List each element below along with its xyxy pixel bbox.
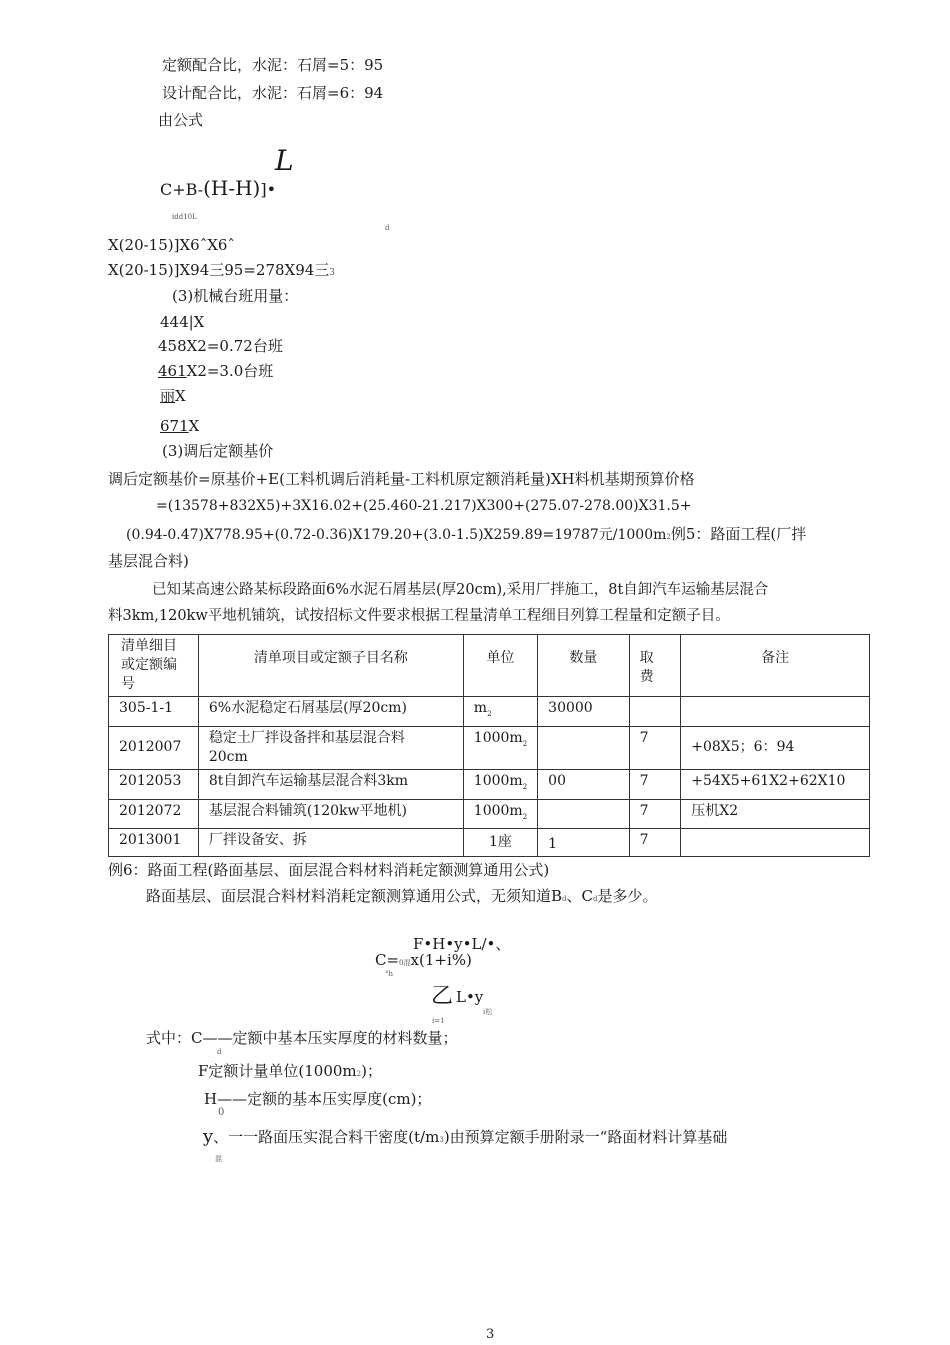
- formula-numerator: F•H•y•L/•、: [413, 935, 511, 953]
- table-cell: 1: [538, 829, 629, 857]
- text-subscript: 混: [215, 1155, 222, 1163]
- table-row: [109, 726, 870, 769]
- text-line: X(20-15)]X6ˆX6ˆ: [108, 236, 235, 254]
- text-subscript: 2: [666, 533, 671, 541]
- definition-line: F定额计量单位(1000m: [198, 1062, 357, 1080]
- text-line: 444|X: [160, 313, 205, 331]
- definition-line: 、一一路面压实混合料干密度(t/m: [213, 1128, 440, 1146]
- example-heading: 例6：路面工程(路面基层、面层混合料材料消耗定额测算通用公式): [108, 861, 550, 879]
- table-header-cell: 清单细目 或定额编 号: [109, 635, 199, 697]
- table-row: [109, 769, 870, 799]
- text-underlined: 461: [158, 362, 187, 380]
- table-cell: 2012053: [109, 769, 199, 799]
- table-cell: 厂拌设备安、拆: [198, 829, 463, 857]
- text-line: (3)调后定额基价: [162, 442, 274, 460]
- quantity-table: [108, 634, 870, 857]
- table-cell: 基层混合料铺筑(120kw平地机): [198, 799, 463, 829]
- table-cell: 2012072: [109, 799, 199, 829]
- table-cell: [681, 829, 870, 857]
- definition-symbol: y: [203, 1126, 214, 1147]
- table-cell: $1000m_2$: [463, 726, 537, 769]
- text-line: 路面基层、面层混合料材料消耗定额测算通用公式，无须知道B: [146, 887, 563, 905]
- table-header-cell: 清单项目或定额子目名称: [198, 635, 463, 697]
- table-row: [109, 697, 870, 727]
- table-header-cell: 备注: [681, 635, 870, 697]
- table-cell: +08X5；6：94: [681, 726, 870, 769]
- table-cell: 00: [538, 769, 629, 799]
- table-cell: 7: [629, 799, 681, 829]
- formula-part: C+B-: [160, 180, 204, 199]
- table-cell: [538, 726, 629, 769]
- table-cell: 305-1-1: [109, 697, 199, 727]
- table-header-cell: 数量: [538, 635, 629, 697]
- text-line: 调后定额基价=原基价+E(工料机调后消耗量-工料机原定额消耗量)XH料机基期预算价格: [108, 470, 695, 488]
- text-line: 定额配合比，水泥：石屑=5：95: [162, 56, 384, 74]
- definition-symbol: H: [204, 1090, 218, 1108]
- text-subscript: 3: [329, 268, 336, 278]
- formula-paren: (H-H): [203, 176, 261, 200]
- table-cell: 7: [629, 829, 681, 857]
- table-cell: [538, 799, 629, 829]
- text-line: X(20-15)]X94三95=278X94三: [108, 261, 330, 279]
- table-cell: 稳定土厂拌设备拌和基层混合料 20cm: [198, 726, 463, 769]
- text-line: 料3km,120kw平地机铺筑，试按招标文件要求根据工程量清单工程细目列算工程量和定额子目。: [108, 608, 730, 624]
- definition-line: 式中：C——定额中基本压实厚度的材料数量；: [146, 1029, 458, 1047]
- text-underlined: 671: [160, 417, 189, 435]
- text-line: =(13578+832X5)+3X16.02+(25.460-21.217)X300+(275.07-278.00)X31.5+: [156, 498, 692, 514]
- table-cell: 7: [629, 769, 681, 799]
- table-cell: 6%水泥稳定石屑基层(厚20cm): [198, 697, 463, 727]
- table-header-cell: 取 费: [629, 635, 681, 697]
- table-header-cell: 单位: [463, 635, 537, 697]
- formula-symbol: L: [275, 144, 294, 177]
- text-line: 已知某高速公路某标段路面6%水泥石屑基层(厚20cm),采用厂拌施工，8t自卸汽车运输基层混合: [152, 582, 769, 598]
- text-line: 基层混合料): [108, 552, 189, 570]
- text-subscript: 0: [218, 1107, 225, 1118]
- table-cell: 2012007: [109, 726, 199, 769]
- formula-part: ]•: [260, 180, 277, 199]
- formula-subscript: i=1: [432, 1017, 445, 1025]
- text-line: X: [188, 417, 200, 435]
- table-cell: 2013001: [109, 829, 199, 857]
- text-line: X2=3.0台班: [186, 362, 274, 380]
- table-cell: 1座: [463, 829, 537, 857]
- text-line: (3)机械台班用量：: [172, 287, 299, 305]
- table-cell: 8t自卸汽车运输基层混合料3km: [198, 769, 463, 799]
- formula-part: x(1+i%): [410, 951, 472, 969]
- text-line: 由公式: [158, 111, 204, 129]
- table-header-row: [109, 635, 870, 697]
- example-heading: 例5：路面工程(厂拌: [670, 525, 807, 543]
- formula-subscript: °h: [385, 970, 394, 978]
- text-line: (0.94-0.47)X778.95+(0.72-0.36)X179.20+(3.0-1.5)X259.89=19787元/1000m: [126, 527, 667, 543]
- table-cell: 7: [629, 726, 681, 769]
- table-row: [109, 829, 870, 857]
- page-number: 3: [486, 1327, 495, 1342]
- text-underlined: 丽: [160, 387, 176, 405]
- table-cell: $1000m_2$: [463, 769, 537, 799]
- table-cell: +54X5+61X2+62X10: [681, 769, 870, 799]
- formula-part: C=: [375, 951, 400, 969]
- formula-sum-symbol: 乙: [431, 984, 454, 1009]
- table-cell: $1000m_2$: [463, 799, 537, 829]
- formula-subscript: idd10L: [172, 213, 197, 221]
- formula-denominator: L•y: [456, 988, 484, 1006]
- table-cell: $m_2$: [463, 697, 537, 727]
- table-cell: 压机X2: [681, 799, 870, 829]
- formula-subscript: i松: [483, 1008, 493, 1016]
- table-row: [109, 799, 870, 829]
- definition-line: ——定额的基本压实厚度(cm)；: [217, 1090, 432, 1108]
- table-cell: 30000: [538, 697, 629, 727]
- table-cell: [629, 697, 681, 727]
- text-line: 设计配合比，水泥：石屑=6：94: [162, 84, 384, 102]
- table-cell: [681, 697, 870, 727]
- text-subscript: d: [217, 1048, 222, 1056]
- text-line: 458X2=0.72台班: [158, 337, 283, 355]
- formula-subscript: d: [385, 224, 390, 232]
- text-line: X: [175, 387, 186, 405]
